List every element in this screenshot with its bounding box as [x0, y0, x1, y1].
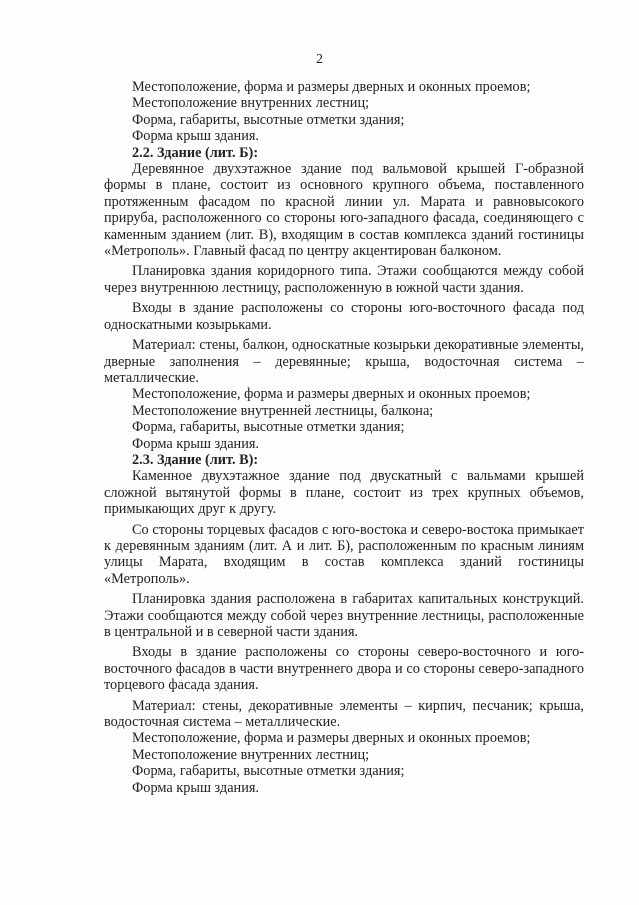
paragraph: Входы в здание расположены со стороны северо-восточного и юго-восточного фасадов в части внутреннего двора и со стороны северо-западного торцевого фасада здания.: [104, 644, 584, 694]
paragraph: Форма, габариты, высотные отметки здания;: [132, 111, 405, 128]
paragraph: Форма, габариты, высотные отметки здания;: [132, 763, 405, 780]
paragraph: Материал: стены, балкон, односкатные козырьки декоративные элементы, дверные заполнения – деревянные; крыша, водосточная система – металлические.: [104, 337, 584, 386]
paragraph: Входы в здание расположены со стороны юго-восточного фасада под односкатными козырьками.: [104, 300, 584, 333]
page-number: 2: [316, 52, 323, 67]
paragraph: Форма, габариты, высотные отметки здания;: [132, 419, 405, 436]
paragraph: Местоположение, форма и размеры дверных и оконных проемов;: [132, 79, 531, 95]
document-body: [104, 79, 584, 796]
paragraph: Форма крыш здания.: [132, 128, 259, 145]
paragraph: Местоположение внутренних лестниц;: [132, 95, 370, 112]
paragraph: Со стороны торцевых фасадов с юго-востока и северо-востока примыкает к деревянным зданиям (лит. А и лит. Б), расположенным по красным линиям улицы Марата, входящим в состав комплекса зданий гостиницы «Метрополь».: [104, 521, 584, 587]
paragraph: Местоположение внутренних лестниц;: [132, 746, 370, 763]
section-heading: 2.3. Здание (лит. В):: [132, 451, 259, 468]
paragraph: Форма крыш здания.: [132, 779, 259, 796]
paragraph: Местоположение внутренней лестницы, балкона;: [132, 402, 434, 419]
paragraph: Местоположение, форма и размеры дверных и оконных проемов;: [132, 386, 531, 403]
paragraph: Материал: стены, декоративные элементы – кирпич, песчаник; крыша, водосточная система – металлические.: [104, 697, 584, 731]
paragraph: Планировка здания коридорного типа. Этажи сообщаются между собой через внутреннюю лестницу, расположенную в южной части здания.: [104, 263, 584, 296]
paragraph: Форма крыш здания.: [132, 435, 259, 452]
paragraph: Деревянное двухэтажное здание под вальмовой крышей Г-образной формы в плане, состоит из основного крупного объема, поставленного протяженным фасадом по красной линии ул. Марата и равновысокого прируба, расположенного со стороны юго-западного фасада, соединяющего с каменным зданием (лит. В), входящим в состав комплекса зданий гостиницы «Метрополь». Главный фасад по центру акцентирован балконом.: [104, 161, 584, 260]
paragraph: Планировка здания расположена в габаритах капитальных конструкций. Этажи сообщаются между собой через внутренние лестницы, расположенные в центральной и в северной части здания.: [104, 591, 584, 640]
section-heading: 2.2. Здание (лит. Б):: [132, 144, 259, 161]
paragraph: Местоположение, форма и размеры дверных и оконных проемов;: [132, 730, 531, 747]
paragraph: Каменное двухэтажное здание под двускатный с вальмами крышей сложной вытянутой формы в плане, состоит из трех крупных объемов, примыкающих друг к другу.: [104, 468, 584, 518]
